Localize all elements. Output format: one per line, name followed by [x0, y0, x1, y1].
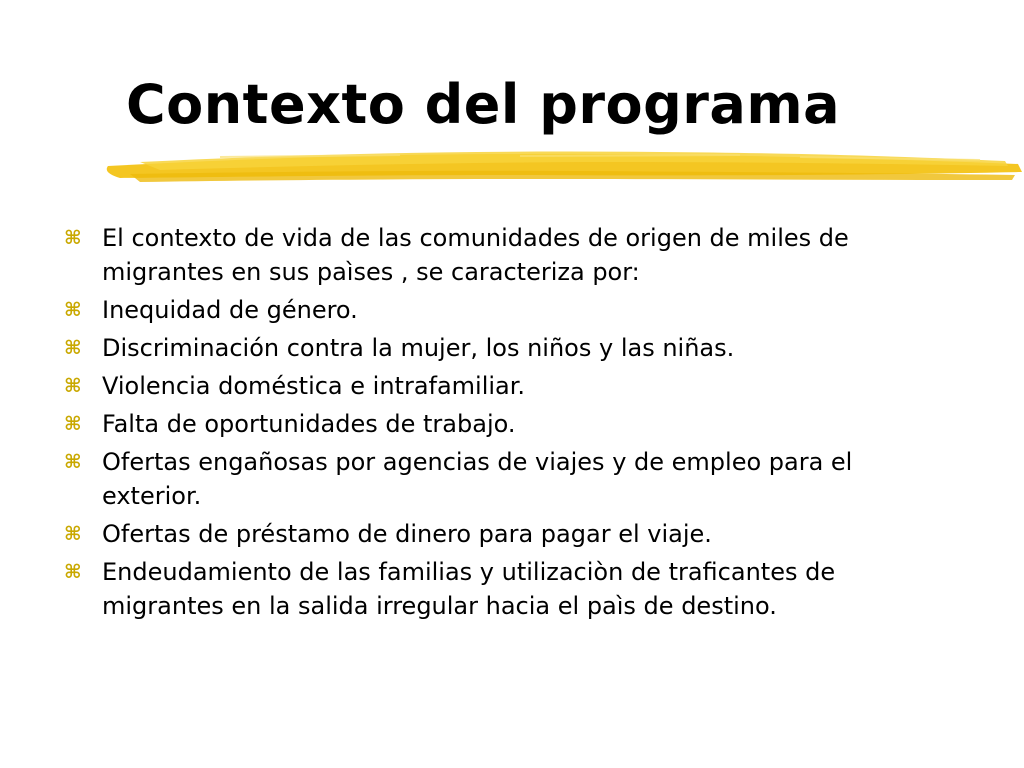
bullet-marker-icon: ⌘ [64, 561, 82, 583]
bullet-item [62, 221, 942, 289]
bullet-text: El contexto de vida de las comunidades de origen de miles de migrantes en sus paìses , se caracteriza por: [102, 224, 849, 286]
bullet-item [62, 445, 942, 513]
bullet-item [62, 331, 942, 365]
bullet-text: Inequidad de género. [102, 296, 358, 324]
bullet-text: Violencia doméstica e intrafamiliar. [102, 372, 526, 400]
bullet-item [62, 293, 942, 327]
bullet-marker-icon: ⌘ [64, 413, 82, 435]
bullet-marker-icon: ⌘ [64, 523, 82, 545]
bullet-list [62, 221, 942, 627]
bullet-item [62, 555, 942, 623]
slide-title: Contexto del programa [126, 73, 841, 136]
bullet-marker-icon: ⌘ [64, 299, 82, 321]
bullet-text: Ofertas engañosas por agencias de viajes y de empleo para el exterior. [102, 448, 853, 510]
bullet-marker-icon: ⌘ [64, 375, 82, 397]
bullet-item [62, 407, 942, 441]
bullet-marker-icon: ⌘ [64, 227, 82, 249]
bullet-marker-icon: ⌘ [64, 337, 82, 359]
bullet-item [62, 369, 942, 403]
bullet-text: Discriminación contra la mujer, los niños y las niñas. [102, 334, 735, 362]
bullet-text: Ofertas de préstamo de dinero para pagar el viaje. [102, 520, 712, 548]
highlighter-stroke-icon [100, 142, 1024, 188]
bullet-text: Falta de oportunidades de trabajo. [102, 410, 516, 438]
bullet-marker-icon: ⌘ [64, 451, 82, 473]
bullet-text: Endeudamiento de las familias y utilizaciòn de traficantes de migrantes en la salida irregular hacia el paìs de destino. [102, 558, 836, 620]
bullet-item [62, 517, 942, 551]
